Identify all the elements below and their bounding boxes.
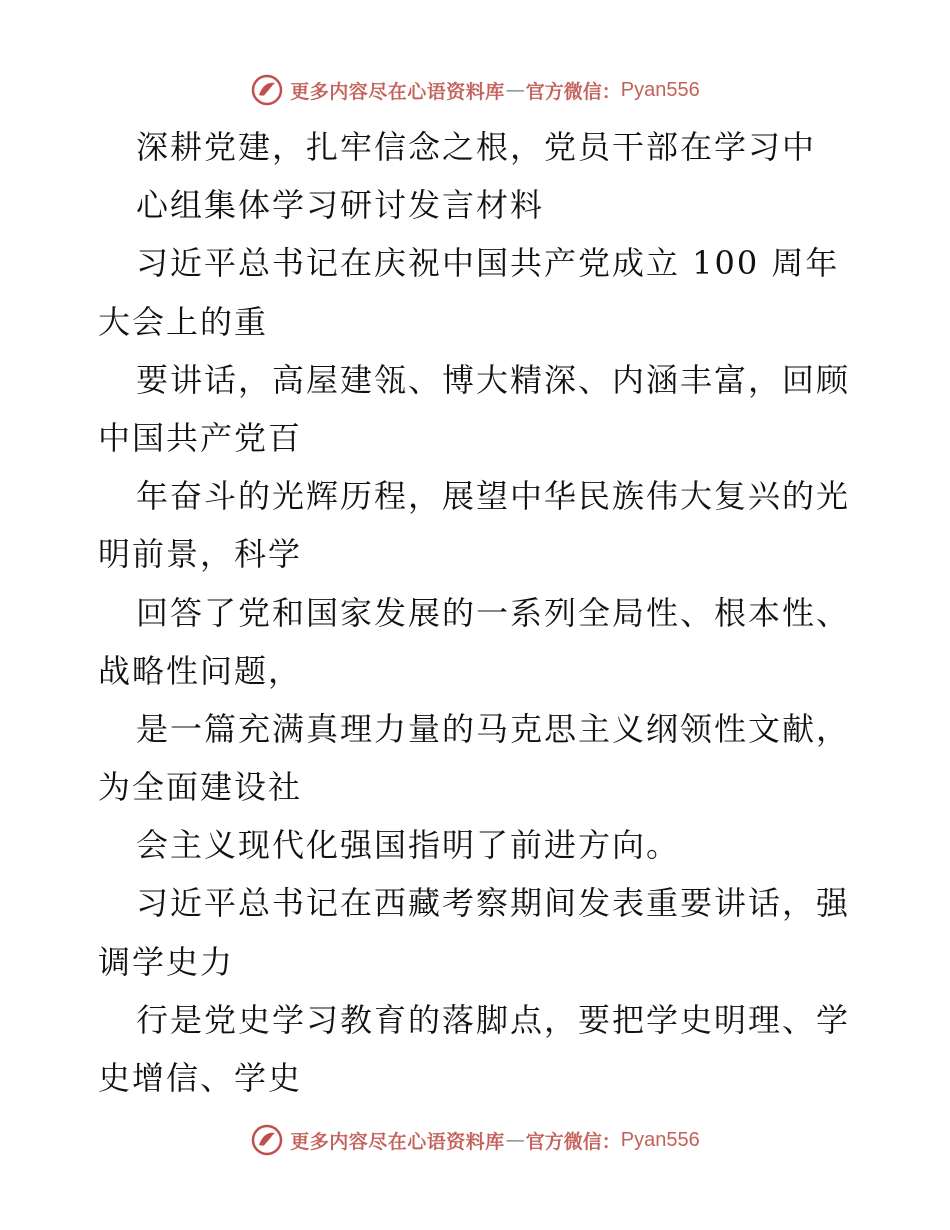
banner-separator: — (505, 79, 525, 101)
text-line: 回答了党和国家发展的一系列全局性、根本性、 (136, 593, 851, 632)
text-line: 是一篇充满真理力量的马克思主义纲领性文献， (136, 709, 851, 748)
text-line: 明前景，科学 (98, 535, 303, 574)
text-line: 心组集体学习研讨发言材料 (136, 186, 545, 225)
text-line: 调学史力 (98, 942, 235, 981)
header-banner (0, 70, 950, 110)
banner-wechat-id: Pyan556 (620, 1128, 700, 1151)
text-line: 习近平总书记在庆祝中国共产党成立 100 周年 (136, 244, 840, 283)
text-line: 史增信、学史 (98, 1059, 303, 1097)
document-body (98, 118, 858, 1107)
banner-wechat-id: Pyan556 (620, 78, 700, 101)
logo-icon (250, 73, 284, 107)
text-line: 大会上的重 (98, 302, 269, 341)
text-line: 战略性问题， (98, 651, 303, 690)
banner-text: 更多内容尽在心语资料库 (290, 80, 505, 103)
text-line: 习近平总书记在西藏考察期间发表重要讲话，强 (136, 884, 851, 923)
text-line: 会主义现代化强国指明了前进方向。 (136, 826, 681, 865)
text-line: 年奋斗的光辉历程，展望中华民族伟大复兴的光 (136, 477, 851, 516)
text-line: 为全面建设社 (98, 768, 303, 807)
logo-icon (250, 1123, 284, 1157)
text-line: 中国共产党百 (98, 418, 303, 457)
text-line: 行是党史学习教育的落脚点，要把学史明理、学 (136, 1000, 851, 1039)
banner-separator: — (505, 1129, 525, 1151)
footer-banner (0, 1120, 950, 1160)
banner-label: 官方微信： (525, 80, 621, 103)
banner-label: 官方微信： (525, 1130, 621, 1153)
text-line: 要讲话，高屋建瓴、博大精深、内涵丰富，回顾 (136, 360, 851, 399)
text-line: 深耕党建，扎牢信念之根，党员干部在学习中 (136, 128, 817, 166)
banner-text: 更多内容尽在心语资料库 (290, 1130, 505, 1153)
